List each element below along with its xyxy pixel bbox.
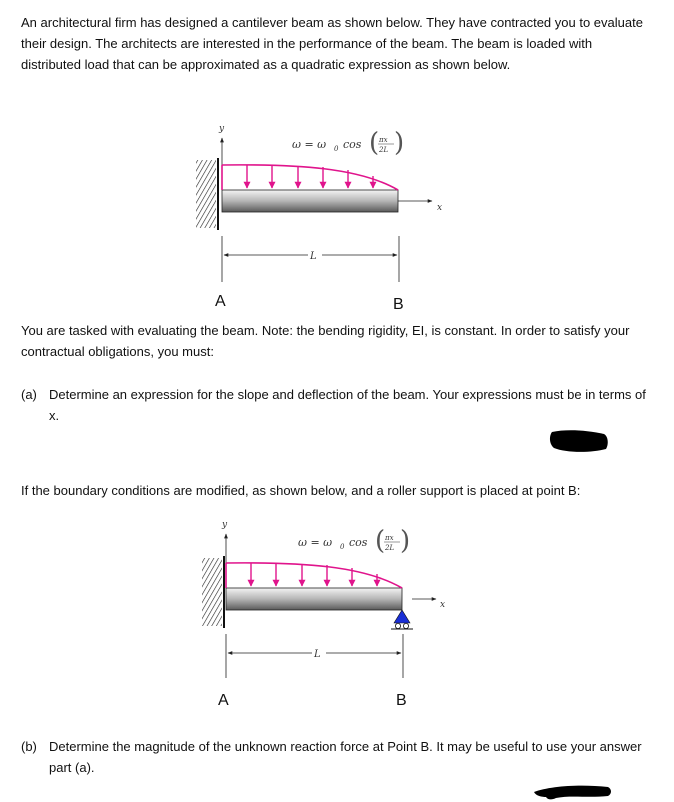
roller-support — [391, 610, 413, 629]
svg-text:): ) — [400, 526, 411, 556]
svg-text:L: L — [310, 251, 317, 262]
figure-propped-cantilever — [0, 512, 674, 712]
svg-text:πx: πx — [385, 534, 394, 542]
point-b-label: B — [396, 692, 407, 709]
fixed-wall-support — [202, 556, 224, 628]
distributed-load — [222, 165, 398, 190]
svg-text:πx: πx — [379, 136, 388, 144]
point-b-label: B — [393, 296, 404, 313]
svg-text:): ) — [394, 128, 405, 158]
svg-text:cos: cos — [349, 536, 368, 549]
svg-text:2L: 2L — [379, 146, 389, 154]
load-equation — [298, 526, 410, 556]
x-axis-label: x — [437, 203, 443, 213]
x-axis — [412, 599, 445, 610]
dimension-L — [222, 236, 399, 282]
svg-text:ω = ω: ω = ω — [292, 138, 327, 151]
svg-text:ω = ω: ω = ω — [298, 536, 333, 549]
y-axis-label: y — [222, 520, 228, 530]
y-axis-label: y — [219, 124, 225, 134]
task-paragraph: You are tasked with evaluating the beam. Note: the bending rigidity, EI, is constant. In order to satisfy your contractual obligations, you must: — [21, 323, 630, 359]
figure-cantilever — [0, 118, 674, 318]
point-a-label: A — [215, 293, 226, 310]
load-equation — [292, 128, 404, 158]
part-b-label: (b) — [21, 739, 37, 754]
beam — [222, 190, 398, 212]
svg-text:0: 0 — [340, 543, 345, 551]
svg-text:(: ( — [369, 128, 380, 158]
svg-text:2L: 2L — [385, 544, 395, 552]
beam — [226, 588, 402, 610]
dimension-L — [226, 634, 403, 678]
part-a-label: (a) — [21, 387, 37, 402]
intro-paragraph: An architectural firm has designed a cantilever beam as shown below. They have contracted you to evaluate their design. The architects are interested in the performance of the beam. The beam is loaded with distributed load that can be approximated as a quadratic expression as shown below. — [21, 15, 643, 72]
redaction-mark — [546, 426, 612, 456]
svg-text:cos: cos — [343, 138, 362, 151]
redaction-mark — [530, 778, 614, 802]
point-a-label: A — [218, 692, 229, 709]
x-axis — [398, 201, 442, 213]
part-b-text: Determine the magnitude of the unknown reaction force at Point B. It may be useful to use your answer part (a). — [49, 739, 642, 775]
svg-text:L: L — [314, 649, 321, 660]
fixed-wall-support — [196, 158, 218, 230]
svg-text:(: ( — [375, 526, 386, 556]
part-a-text: Determine an expression for the slope and deflection of the beam. Your expressions must be in terms of x. — [49, 387, 646, 423]
x-axis-label: x — [440, 600, 446, 610]
svg-text:0: 0 — [334, 145, 339, 153]
modified-paragraph: If the boundary conditions are modified, as shown below, and a roller support is placed at point B: — [21, 483, 581, 498]
distributed-load — [226, 563, 402, 588]
